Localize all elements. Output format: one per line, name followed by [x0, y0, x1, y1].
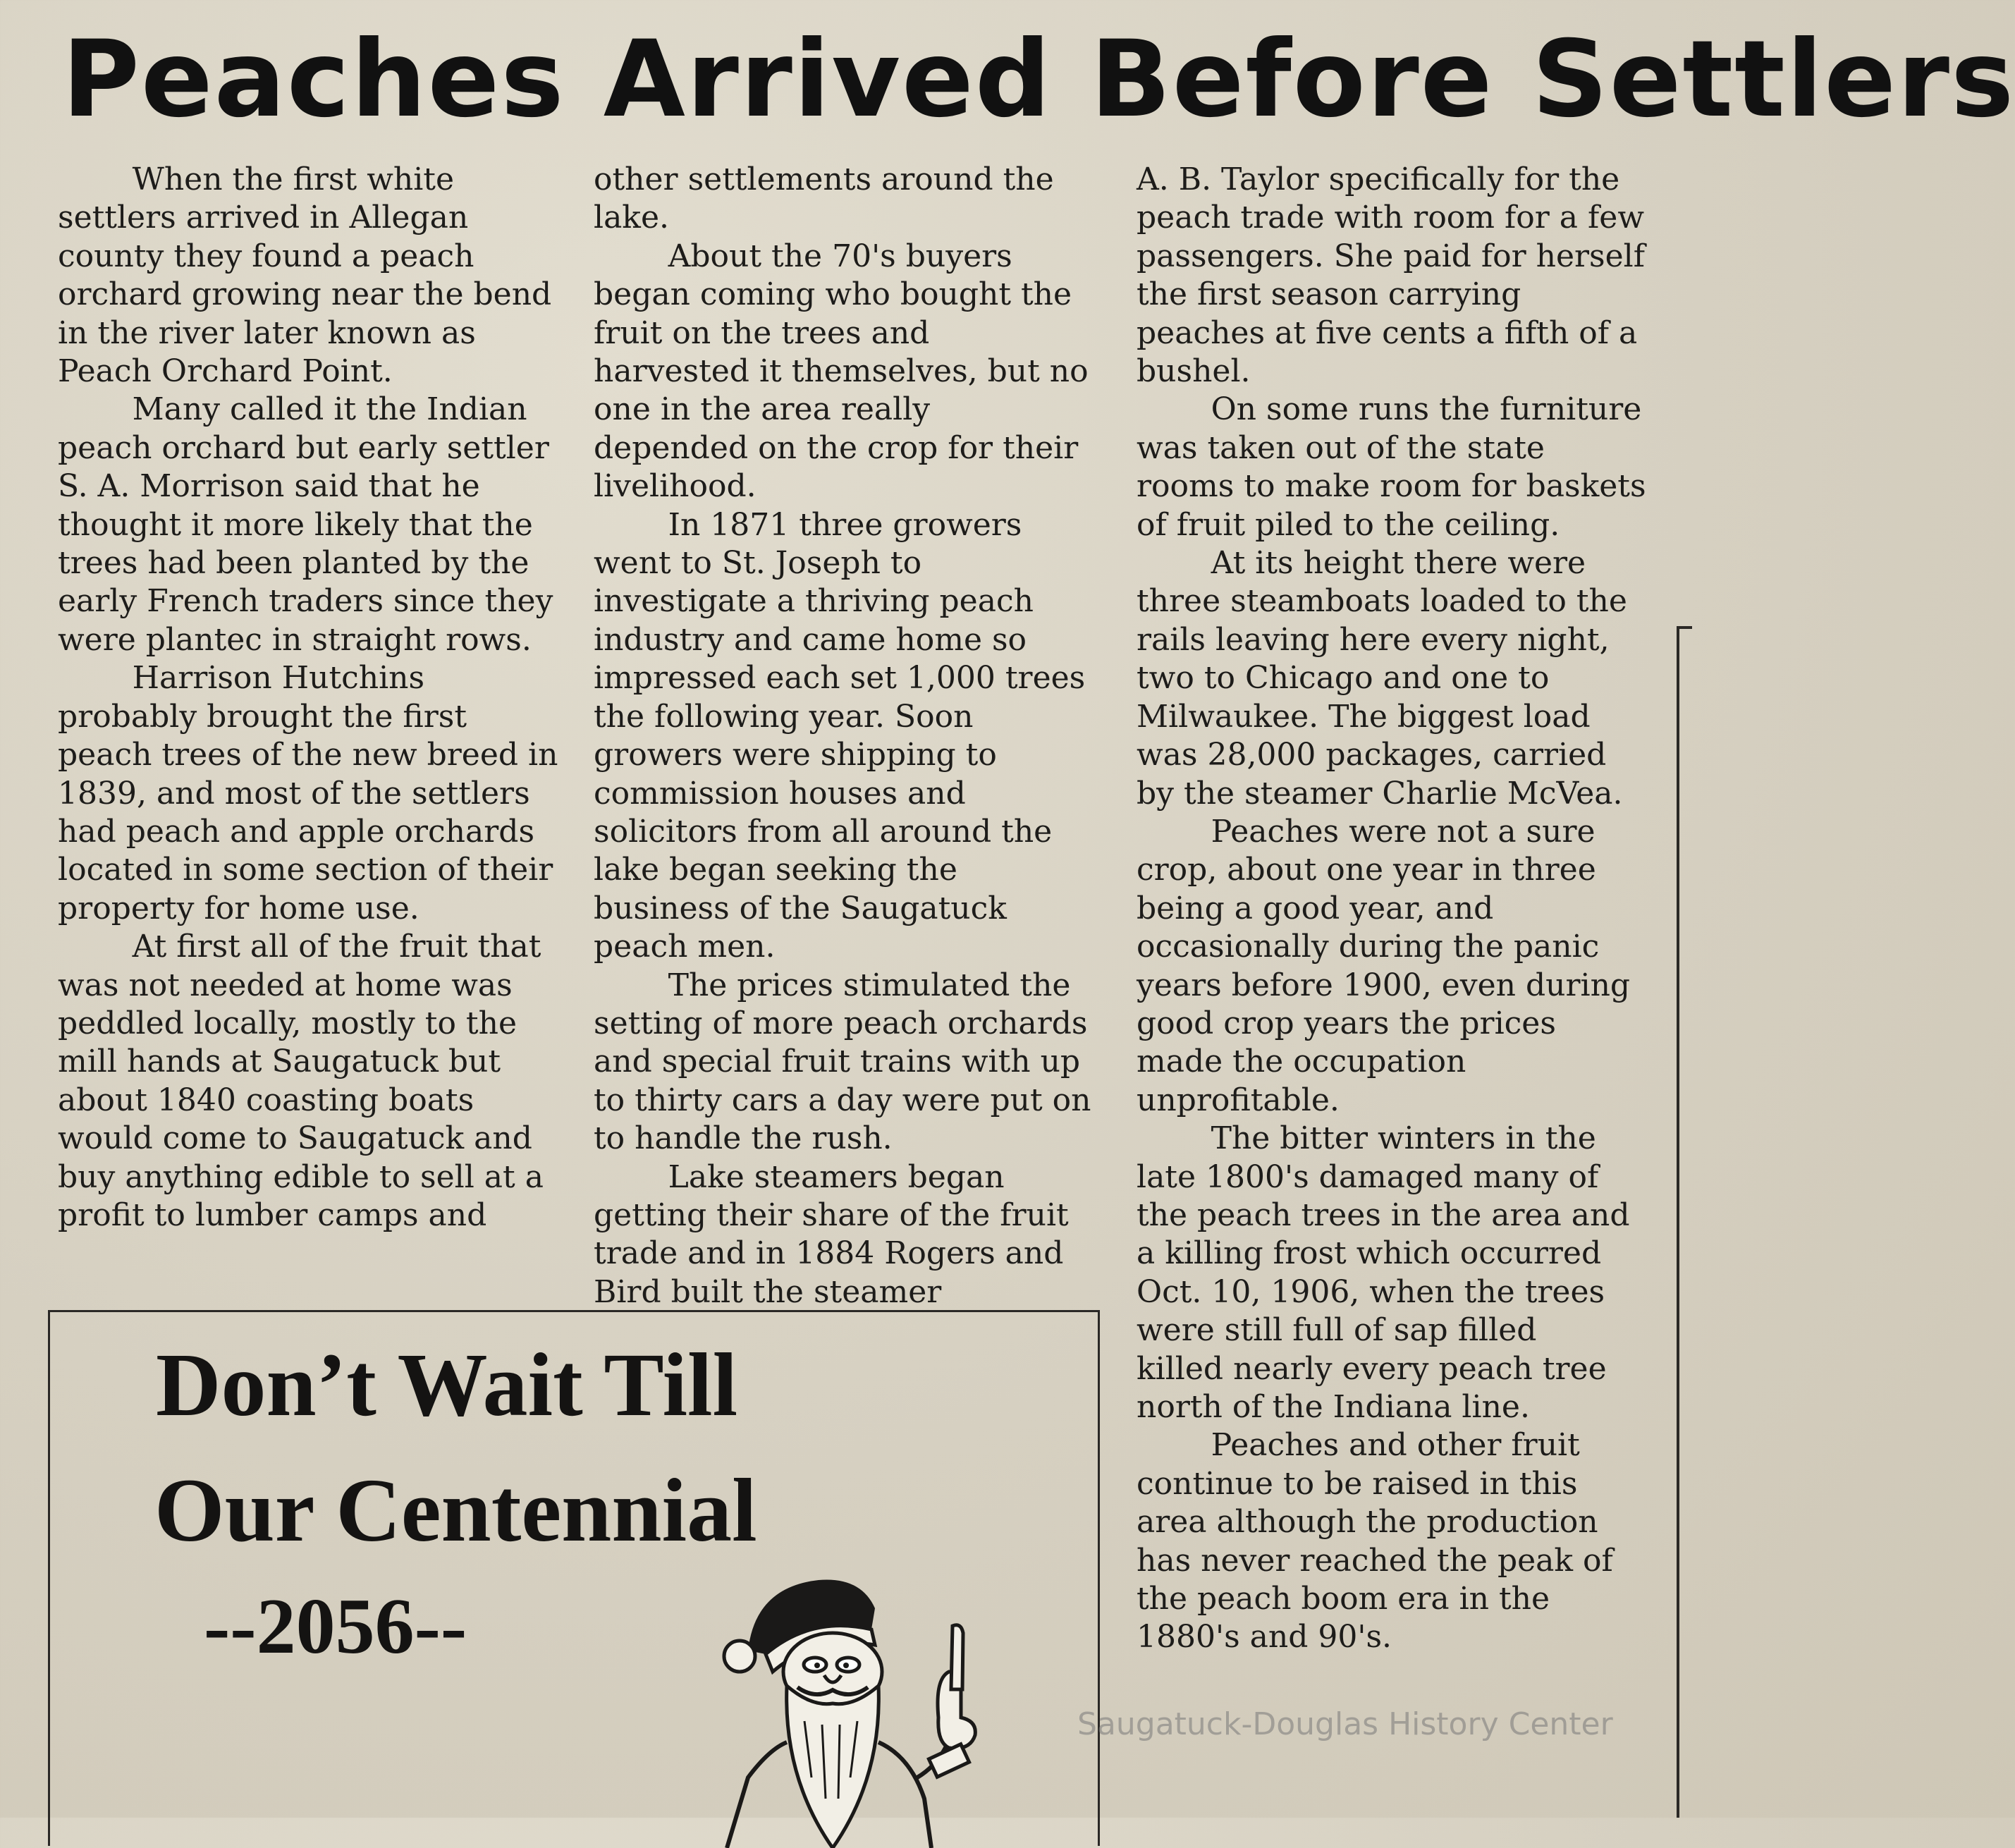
article-paragraph: In 1871 three growers went to St. Joseph to investigate a thriving peach industry and came home so impressed each set 1,000 trees the following year. Soon growers were shipping to commission houses and solicitors from all around the lake began seeking the business of the Saugatuck peach men. [594, 506, 1086, 965]
article-paragraph: Many called it the Indian peach orchard but early settler S. A. Morrison said that he thought it more likely that the trees had been planted by the early French traders since they were plantec in straight rows. [58, 391, 553, 658]
archive-watermark: Saugatuck-Douglas History Center [1077, 1706, 1613, 1742]
ad-line-3: --2056-- [204, 1583, 467, 1670]
article-paragraph: At its height there were three steamboats loaded to the rails leaving here every night, two to Chicago and one to Milwaukee. The biggest load was 28,000 packages, carried by the steamer Charlie McVea. [1137, 545, 1627, 812]
article-paragraph: About the 70's buyers began coming who bought the fruit on the trees and harvested it themselves, but no one in the area really depended on the crop for their livelihood. [594, 238, 1089, 505]
article-column-3 [1137, 161, 1651, 1657]
santa-illustration [699, 1566, 1023, 1848]
advertisement-box [48, 1310, 1100, 1846]
article-paragraph: The prices stimulated the setting of more peach orchards and special fruit trains with up to thirty cars a day were put on to handle the rush. [594, 967, 1091, 1157]
article-paragraph: At first all of the fruit that was not needed at home was peddled locally, mostly to the mill hands at Saugatuck but about 1840 coasting boats would come to Saugatuck and buy anything edible to sell at a profit to lumber camps and [58, 929, 544, 1233]
article-paragraph: Peaches and other fruit continue to be raised in this area although the production has never reached the peak of the peach boom era in the 1880's and 90's. [1137, 1427, 1613, 1656]
article-paragraph: Lake steamers began getting their share of the fruit trade and in 1884 Rogers and Bird built the steamer [594, 1158, 1069, 1310]
article-paragraph: On some runs the furniture was taken out of the state rooms to make room for baskets of fruit piled to the ceiling. [1137, 391, 1646, 543]
article-paragraph: killed nearly every peach tree north of the Indiana line. [1137, 1350, 1607, 1425]
article-paragraph: Harrison Hutchins probably brought the first peach trees of the new breed in 1839, and most of the settlers had peach and apple orchards located in some section of their property for home use. [58, 660, 558, 926]
article-column-1 [58, 161, 558, 1235]
ad-line-2: Our Centennial [154, 1460, 757, 1560]
ad-line-1: Don’t Wait Till [156, 1335, 738, 1435]
article-paragraph: A. B. Taylor specifically for the peach trade with room for a few passengers. She paid for herself the first season carrying peaches at five cents a fifth of a bushel. [1137, 161, 1646, 390]
article-column-2 [594, 161, 1094, 1311]
article-paragraph: other settlements around the lake. [594, 161, 1054, 236]
article-paragraph: When the first white settlers arrived in Allegan county they found a peach orchard growing near the bend in the river later known as Peach Orchard Point. [58, 161, 552, 390]
article-paragraph: Peaches were not a sure crop, about one year in three being a good year, and occasionally during the panic years before 1900, even during good crop years the prices made the occupation unprofitable. [1137, 813, 1631, 1118]
article-paragraph: The bitter winters in the late 1800's damaged many of the peach trees in the area and a killing frost which occurred Oct. 10, 1906, when the trees were still full of sap filled [1137, 1120, 1630, 1349]
column-divider-rule-top [1677, 626, 1692, 629]
column-divider-rule [1677, 626, 1679, 1818]
article-headline: Peaches Arrived Before Settlers [62, 18, 2015, 141]
